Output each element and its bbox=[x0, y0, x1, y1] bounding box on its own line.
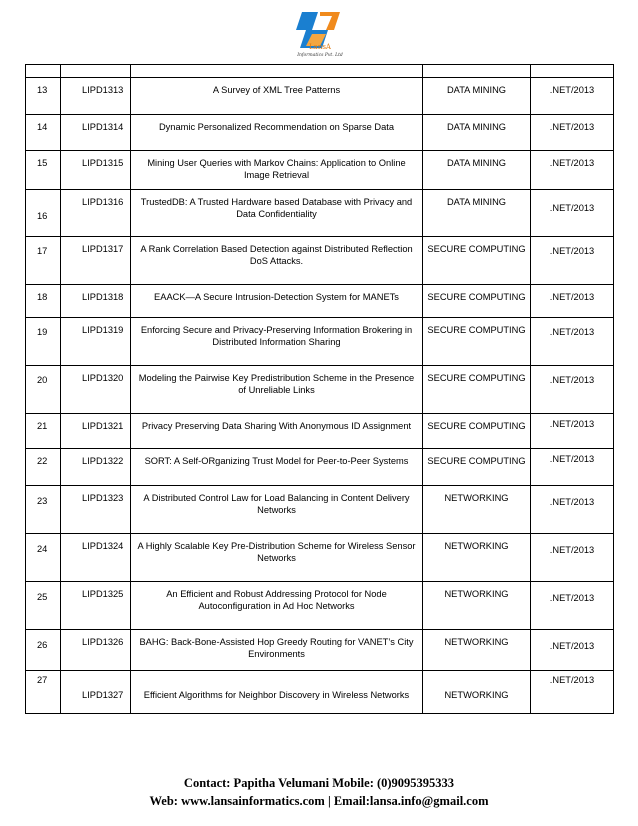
blank-cell bbox=[131, 65, 423, 78]
table-row bbox=[26, 671, 614, 714]
project-title-cell bbox=[131, 318, 423, 366]
row-number-cell bbox=[26, 582, 61, 630]
project-title-cell bbox=[131, 115, 423, 151]
logo-tagline: Informatics Pvt. Ltd bbox=[297, 53, 343, 58]
project-title-cell bbox=[131, 237, 423, 285]
project-domain: NETWORKING bbox=[444, 589, 509, 599]
project-year-cell bbox=[531, 115, 614, 151]
project-title: A Highly Scalable Key Pre-Distribution Scheme for Wireless Sensor Networks bbox=[137, 541, 416, 563]
project-domain: NETWORKING bbox=[444, 493, 509, 503]
project-domain-cell bbox=[423, 285, 531, 318]
row-number: 26 bbox=[37, 640, 48, 650]
project-domain-cell bbox=[423, 582, 531, 630]
project-year: .NET/2013 bbox=[549, 122, 595, 132]
project-code: LIPD1321 bbox=[82, 421, 124, 431]
project-code: LIPD1319 bbox=[82, 325, 124, 335]
footer-contact: Contact: Papitha Velumani Mobile: (0)9095395333 bbox=[183, 776, 455, 790]
project-year: .NET/2013 bbox=[549, 675, 595, 685]
project-year: .NET/2013 bbox=[549, 593, 595, 603]
project-code: LIPD1326 bbox=[82, 637, 124, 647]
project-domain: DATA MINING bbox=[446, 197, 507, 207]
row-number: 21 bbox=[37, 421, 48, 431]
project-domain-cell bbox=[423, 78, 531, 115]
table-row bbox=[26, 582, 614, 630]
project-code-cell bbox=[61, 78, 131, 115]
row-number-cell bbox=[26, 414, 61, 449]
project-code: LIPD1317 bbox=[82, 244, 124, 254]
blank-cell bbox=[61, 65, 131, 78]
table-row bbox=[26, 449, 614, 486]
project-domain: DATA MINING bbox=[446, 158, 507, 168]
table-row bbox=[26, 151, 614, 190]
project-code-cell bbox=[61, 318, 131, 366]
project-code-cell bbox=[61, 366, 131, 414]
project-domain-cell bbox=[423, 534, 531, 582]
project-title: Efficient Algorithms for Neighbor Discovery in Wireless Networks bbox=[143, 690, 410, 700]
row-number: 27 bbox=[37, 675, 48, 685]
project-year-cell bbox=[531, 671, 614, 714]
project-domain-cell bbox=[423, 486, 531, 534]
project-year-cell bbox=[531, 582, 614, 630]
row-number: 25 bbox=[37, 592, 48, 602]
project-domain: SECURE COMPUTING bbox=[427, 292, 526, 302]
project-year-cell bbox=[531, 285, 614, 318]
row-number: 17 bbox=[37, 246, 48, 256]
blank-cell bbox=[531, 65, 614, 78]
row-number: 13 bbox=[37, 85, 48, 95]
project-year-cell bbox=[531, 237, 614, 285]
table-header-blank-row bbox=[26, 65, 614, 78]
table-row bbox=[26, 190, 614, 237]
table-row bbox=[26, 318, 614, 366]
project-year: .NET/2013 bbox=[549, 419, 595, 429]
row-number-cell bbox=[26, 115, 61, 151]
project-title-cell bbox=[131, 486, 423, 534]
row-number-cell bbox=[26, 285, 61, 318]
row-number-cell bbox=[26, 449, 61, 486]
project-code-cell bbox=[61, 582, 131, 630]
table-row bbox=[26, 414, 614, 449]
row-number: 24 bbox=[37, 544, 48, 554]
row-number-cell bbox=[26, 190, 61, 237]
logo-name: LansA bbox=[309, 43, 331, 51]
table-row bbox=[26, 630, 614, 671]
row-number: 23 bbox=[37, 496, 48, 506]
project-domain-cell bbox=[423, 151, 531, 190]
row-number: 18 bbox=[37, 292, 48, 302]
project-domain-cell bbox=[423, 115, 531, 151]
project-domain: NETWORKING bbox=[444, 690, 509, 700]
project-domain: SECURE COMPUTING bbox=[427, 456, 526, 466]
project-code: LIPD1316 bbox=[82, 197, 124, 207]
project-code-cell bbox=[61, 237, 131, 285]
project-code-cell bbox=[61, 115, 131, 151]
row-number: 14 bbox=[37, 122, 48, 132]
project-year: .NET/2013 bbox=[549, 246, 595, 256]
project-title-cell bbox=[131, 366, 423, 414]
row-number-cell bbox=[26, 151, 61, 190]
project-title: BAHG: Back-Bone-Assisted Hop Greedy Routing for VANET’s City Environments bbox=[139, 637, 414, 659]
blank-cell bbox=[423, 65, 531, 78]
project-year-cell bbox=[531, 449, 614, 486]
project-title-cell bbox=[131, 534, 423, 582]
project-code: LIPD1324 bbox=[82, 541, 124, 551]
project-domain: SECURE COMPUTING bbox=[427, 244, 526, 254]
project-code: LIPD1313 bbox=[82, 85, 124, 95]
project-year-cell bbox=[531, 78, 614, 115]
project-title: An Efficient and Robust Addressing Protocol for Node Autoconfiguration in Ad Hoc Networks bbox=[166, 589, 387, 611]
project-year-cell bbox=[531, 366, 614, 414]
row-number-cell bbox=[26, 671, 61, 714]
project-year: .NET/2013 bbox=[549, 85, 595, 95]
project-year-cell bbox=[531, 486, 614, 534]
project-year: .NET/2013 bbox=[549, 292, 595, 302]
project-table bbox=[25, 64, 614, 714]
project-domain-cell bbox=[423, 237, 531, 285]
row-number-cell bbox=[26, 486, 61, 534]
project-code: LIPD1323 bbox=[82, 493, 124, 503]
row-number-cell bbox=[26, 366, 61, 414]
project-year: .NET/2013 bbox=[549, 545, 595, 555]
table-row bbox=[26, 285, 614, 318]
project-domain-cell bbox=[423, 318, 531, 366]
project-domain: DATA MINING bbox=[446, 122, 507, 132]
project-code-cell bbox=[61, 534, 131, 582]
table-row bbox=[26, 237, 614, 285]
project-title: Modeling the Pairwise Key Predistribution Scheme in the Presence of Unreliable Links bbox=[138, 373, 415, 395]
row-number-cell bbox=[26, 237, 61, 285]
project-domain-cell bbox=[423, 366, 531, 414]
project-domain-cell bbox=[423, 630, 531, 671]
project-code: LIPD1315 bbox=[82, 158, 124, 168]
project-year-cell bbox=[531, 151, 614, 190]
project-domain-cell bbox=[423, 190, 531, 237]
row-number-cell bbox=[26, 318, 61, 366]
project-title-cell bbox=[131, 582, 423, 630]
project-code-cell bbox=[61, 486, 131, 534]
project-title-cell bbox=[131, 190, 423, 237]
project-code: LIPD1318 bbox=[82, 292, 124, 302]
project-title: Mining User Queries with Markov Chains: Application to Online Image Retrieval bbox=[147, 158, 406, 180]
row-number-cell bbox=[26, 534, 61, 582]
project-year-cell bbox=[531, 414, 614, 449]
project-domain: NETWORKING bbox=[444, 637, 509, 647]
project-code-cell bbox=[61, 449, 131, 486]
project-code-cell bbox=[61, 190, 131, 237]
project-code: LIPD1327 bbox=[82, 690, 124, 700]
table-row bbox=[26, 366, 614, 414]
project-title: SORT: A Self-ORganizing Trust Model for Peer-to-Peer Systems bbox=[144, 456, 409, 466]
project-title: EAACK—A Secure Intrusion-Detection System for MANETs bbox=[154, 292, 399, 302]
row-number: 15 bbox=[37, 158, 48, 168]
row-number: 22 bbox=[37, 456, 48, 466]
row-number-cell bbox=[26, 630, 61, 671]
blank-cell bbox=[26, 65, 61, 78]
project-code-cell bbox=[61, 630, 131, 671]
project-title-cell bbox=[131, 449, 423, 486]
table-row bbox=[26, 78, 614, 115]
project-domain: NETWORKING bbox=[444, 541, 509, 551]
project-year: .NET/2013 bbox=[549, 203, 595, 213]
project-title: Enforcing Secure and Privacy-Preserving Information Brokering in Distributed Information Sharing bbox=[140, 325, 413, 347]
project-code-cell bbox=[61, 414, 131, 449]
project-title-cell bbox=[131, 414, 423, 449]
project-domain: SECURE COMPUTING bbox=[427, 421, 526, 431]
project-title: Dynamic Personalized Recommendation on Sparse Data bbox=[158, 122, 395, 132]
project-domain-cell bbox=[423, 671, 531, 714]
project-title-cell bbox=[131, 671, 423, 714]
project-domain: SECURE COMPUTING bbox=[427, 373, 526, 383]
project-domain: DATA MINING bbox=[446, 85, 507, 95]
project-code-cell bbox=[61, 671, 131, 714]
row-number: 16 bbox=[37, 211, 48, 221]
project-year-cell bbox=[531, 630, 614, 671]
project-year: .NET/2013 bbox=[549, 454, 595, 464]
project-domain-cell bbox=[423, 449, 531, 486]
project-title: Privacy Preserving Data Sharing With Anonymous ID Assignment bbox=[141, 421, 412, 431]
project-year: .NET/2013 bbox=[549, 158, 595, 168]
project-code: LIPD1322 bbox=[82, 456, 124, 466]
footer-web: Web: www.lansainformatics.com | Email:lansa.info@gmail.com bbox=[149, 794, 489, 808]
project-title: TrustedDB: A Trusted Hardware based Database with Privacy and Data Confidentiality bbox=[140, 197, 413, 219]
project-code-cell bbox=[61, 151, 131, 190]
project-code: LIPD1325 bbox=[82, 589, 124, 599]
project-code: LIPD1320 bbox=[82, 373, 124, 383]
table-row bbox=[26, 534, 614, 582]
project-year: .NET/2013 bbox=[549, 327, 595, 337]
row-number: 19 bbox=[37, 327, 48, 337]
project-domain-cell bbox=[423, 414, 531, 449]
row-number-cell bbox=[26, 78, 61, 115]
project-year: .NET/2013 bbox=[549, 497, 595, 507]
project-title-cell bbox=[131, 630, 423, 671]
project-year: .NET/2013 bbox=[549, 641, 595, 651]
project-code: LIPD1314 bbox=[82, 122, 124, 132]
project-title-cell bbox=[131, 151, 423, 190]
row-number: 20 bbox=[37, 375, 48, 385]
project-title: A Rank Correlation Based Detection against Distributed Reflection DoS Attacks. bbox=[140, 244, 413, 266]
project-year-cell bbox=[531, 534, 614, 582]
project-title: A Survey of XML Tree Patterns bbox=[212, 85, 341, 95]
project-code-cell bbox=[61, 285, 131, 318]
project-title-cell bbox=[131, 285, 423, 318]
project-domain: SECURE COMPUTING bbox=[427, 325, 526, 335]
project-title-cell bbox=[131, 78, 423, 115]
project-year: .NET/2013 bbox=[549, 375, 595, 385]
table-row bbox=[26, 486, 614, 534]
project-year-cell bbox=[531, 318, 614, 366]
project-year-cell bbox=[531, 190, 614, 237]
project-title: A Distributed Control Law for Load Balancing in Content Delivery Networks bbox=[143, 493, 410, 515]
table-row bbox=[26, 115, 614, 151]
